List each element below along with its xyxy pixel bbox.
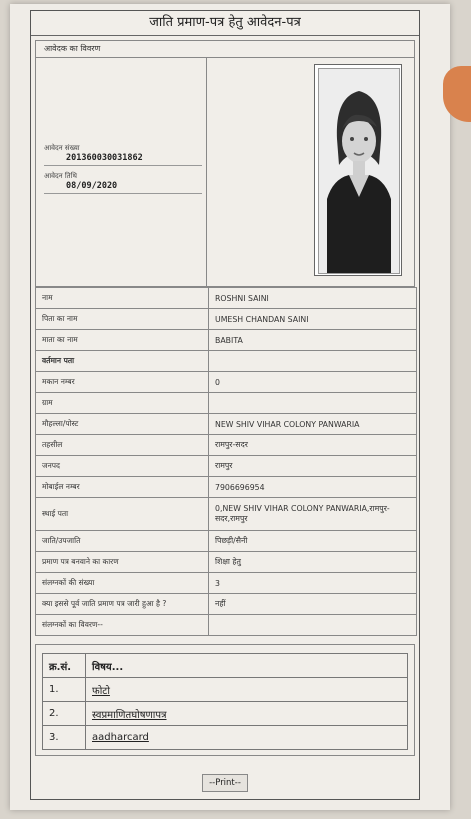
value-house-number: 0 (209, 372, 417, 393)
value-attachment-count: 3 (209, 573, 417, 594)
value-tehsil: रामपुर-सदर (209, 435, 417, 456)
value-village (209, 393, 417, 414)
application-date-group (44, 172, 202, 194)
form-title: जाति प्रमाण-पत्र हेतु आवेदन-पत्र (31, 11, 419, 36)
col-serial-header: क्र.सं. (43, 654, 86, 678)
applicant-header-block (35, 58, 415, 287)
value-attachment-details (209, 615, 417, 636)
application-date-label: आवेदन तिथि (44, 172, 77, 180)
application-number: 201360030031862 (66, 153, 143, 163)
applicant-photo (314, 64, 402, 276)
value-purpose: शिक्षा हेतु (209, 552, 417, 573)
table-row (36, 594, 417, 615)
table-header-row (43, 654, 408, 678)
table-row (36, 414, 417, 435)
label-district: जनपद (36, 456, 209, 477)
value-district: रामपुर (209, 456, 417, 477)
table-row (36, 552, 417, 573)
table-row (36, 372, 417, 393)
attachment-link-aadhar[interactable]: aadharcard (92, 732, 149, 743)
print-area (31, 770, 419, 792)
details-table (35, 287, 417, 636)
value-name: ROSHNI SAINI (209, 288, 417, 309)
table-row (36, 615, 417, 636)
label-father-name: पिता का नाम (36, 309, 209, 330)
label-permanent-address: स्थाई पता (36, 498, 209, 531)
table-row (36, 351, 417, 372)
label-name: नाम (36, 288, 209, 309)
attachment-serial: 2. (43, 702, 86, 726)
value-mobile: 7906696954 (209, 477, 417, 498)
value-locality-post: NEW SHIV VIHAR COLONY PANWARIA (209, 414, 417, 435)
value-permanent-address: 0,NEW SHIV VIHAR COLONY PANWARIA,रामपुर-सदर,रामपुर (209, 498, 417, 531)
label-caste: जाति/उपजाति (36, 531, 209, 552)
section-applicant-details: आवेदक का विवरण (35, 40, 415, 58)
table-row (43, 726, 408, 750)
label-tehsil: तहसील (36, 435, 209, 456)
table-row (36, 288, 417, 309)
table-row (36, 435, 417, 456)
label-house-number: मकान नम्बर (36, 372, 209, 393)
application-number-label: आवेदन संख्या (44, 144, 80, 152)
table-row (36, 456, 417, 477)
print-button[interactable]: --Print-- (202, 774, 248, 792)
table-row (43, 702, 408, 726)
divider (44, 165, 202, 166)
table-row (36, 330, 417, 351)
attachment-link-photo[interactable]: फोटो (92, 685, 110, 697)
value-current-address (209, 351, 417, 372)
paper-sheet (10, 4, 450, 810)
label-current-address: वर्तमान पता (36, 351, 209, 372)
value-previous-certificate: नहीं (209, 594, 417, 615)
label-previous-certificate: क्या इससे पूर्व जाति प्रमाण पत्र जारी हुआ है ? (36, 594, 209, 615)
table-row (36, 531, 417, 552)
person-portrait-icon (319, 69, 399, 273)
application-form (30, 10, 420, 800)
application-date: 08/09/2020 (66, 181, 118, 191)
divider (44, 193, 202, 194)
label-attachment-details: संलग्नकों का विवरण-- (36, 615, 209, 636)
label-purpose: प्रमाण पत्र बनवाने का कारण (36, 552, 209, 573)
label-locality-post: मौहल्ला/पोस्ट (36, 414, 209, 435)
table-row (36, 498, 417, 531)
label-attachment-count: संलग्नकों की संख्या (36, 573, 209, 594)
table-row (36, 309, 417, 330)
table-row (36, 573, 417, 594)
value-father-name: UMESH CHANDAN SAINI (209, 309, 417, 330)
label-mobile: मोबाईल नम्बर (36, 477, 209, 498)
label-village: ग्राम (36, 393, 209, 414)
attachment-serial: 3. (43, 726, 86, 750)
table-row (43, 678, 408, 702)
attachment-link-declaration[interactable]: स्वप्रमाणितघोषणापत्र (92, 709, 167, 721)
label-mother-name: माता का नाम (36, 330, 209, 351)
col-subject-header: विषय... (86, 654, 408, 678)
attachments-section (35, 644, 415, 756)
value-caste: पिछड़ी/सैनी (209, 531, 417, 552)
attachments-table (42, 653, 408, 750)
application-number-group (44, 144, 202, 166)
value-mother-name: BABITA (209, 330, 417, 351)
photo-cell (207, 58, 414, 286)
photo-frame (318, 68, 400, 274)
application-info (36, 58, 207, 286)
table-row (36, 393, 417, 414)
attachment-serial: 1. (43, 678, 86, 702)
table-row (36, 477, 417, 498)
